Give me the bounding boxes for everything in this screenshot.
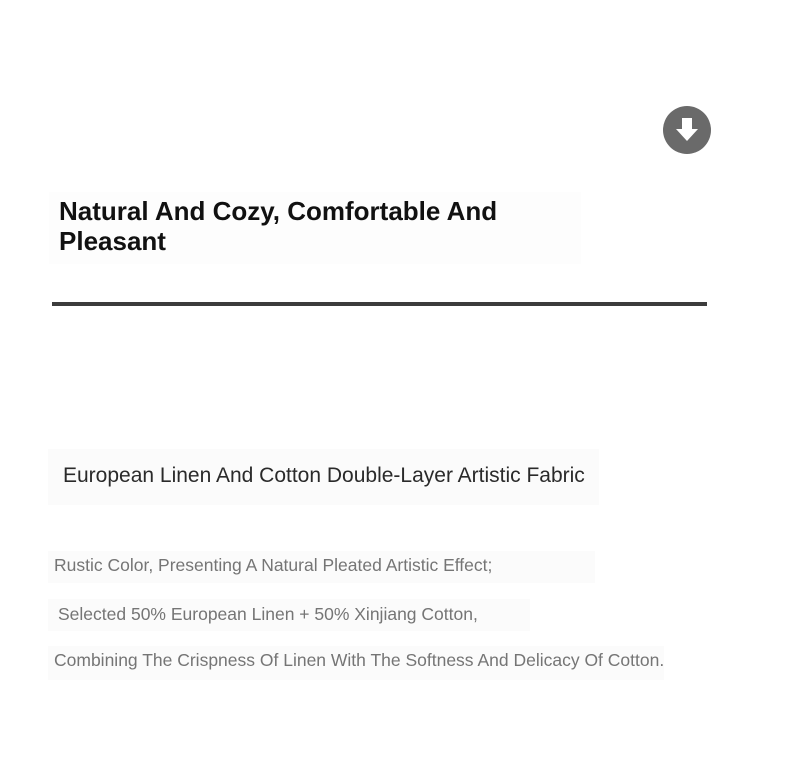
download-button[interactable] <box>663 106 711 154</box>
headline: Natural And Cozy, Comfortable And Pleasant <box>59 196 498 256</box>
subheading: European Linen And Cotton Double-Layer Artistic Fabric <box>63 464 585 487</box>
description-line-material: Selected 50% European Linen + 50% Xinjiang Cotton, <box>58 604 478 624</box>
description-line-color: Rustic Color, Presenting A Natural Pleated Artistic Effect; <box>54 555 493 575</box>
description-line-texture: Combining The Crispness Of Linen With The Softness And Delicacy Of Cotton. <box>54 650 665 670</box>
download-icon <box>673 116 701 144</box>
divider <box>52 302 707 306</box>
